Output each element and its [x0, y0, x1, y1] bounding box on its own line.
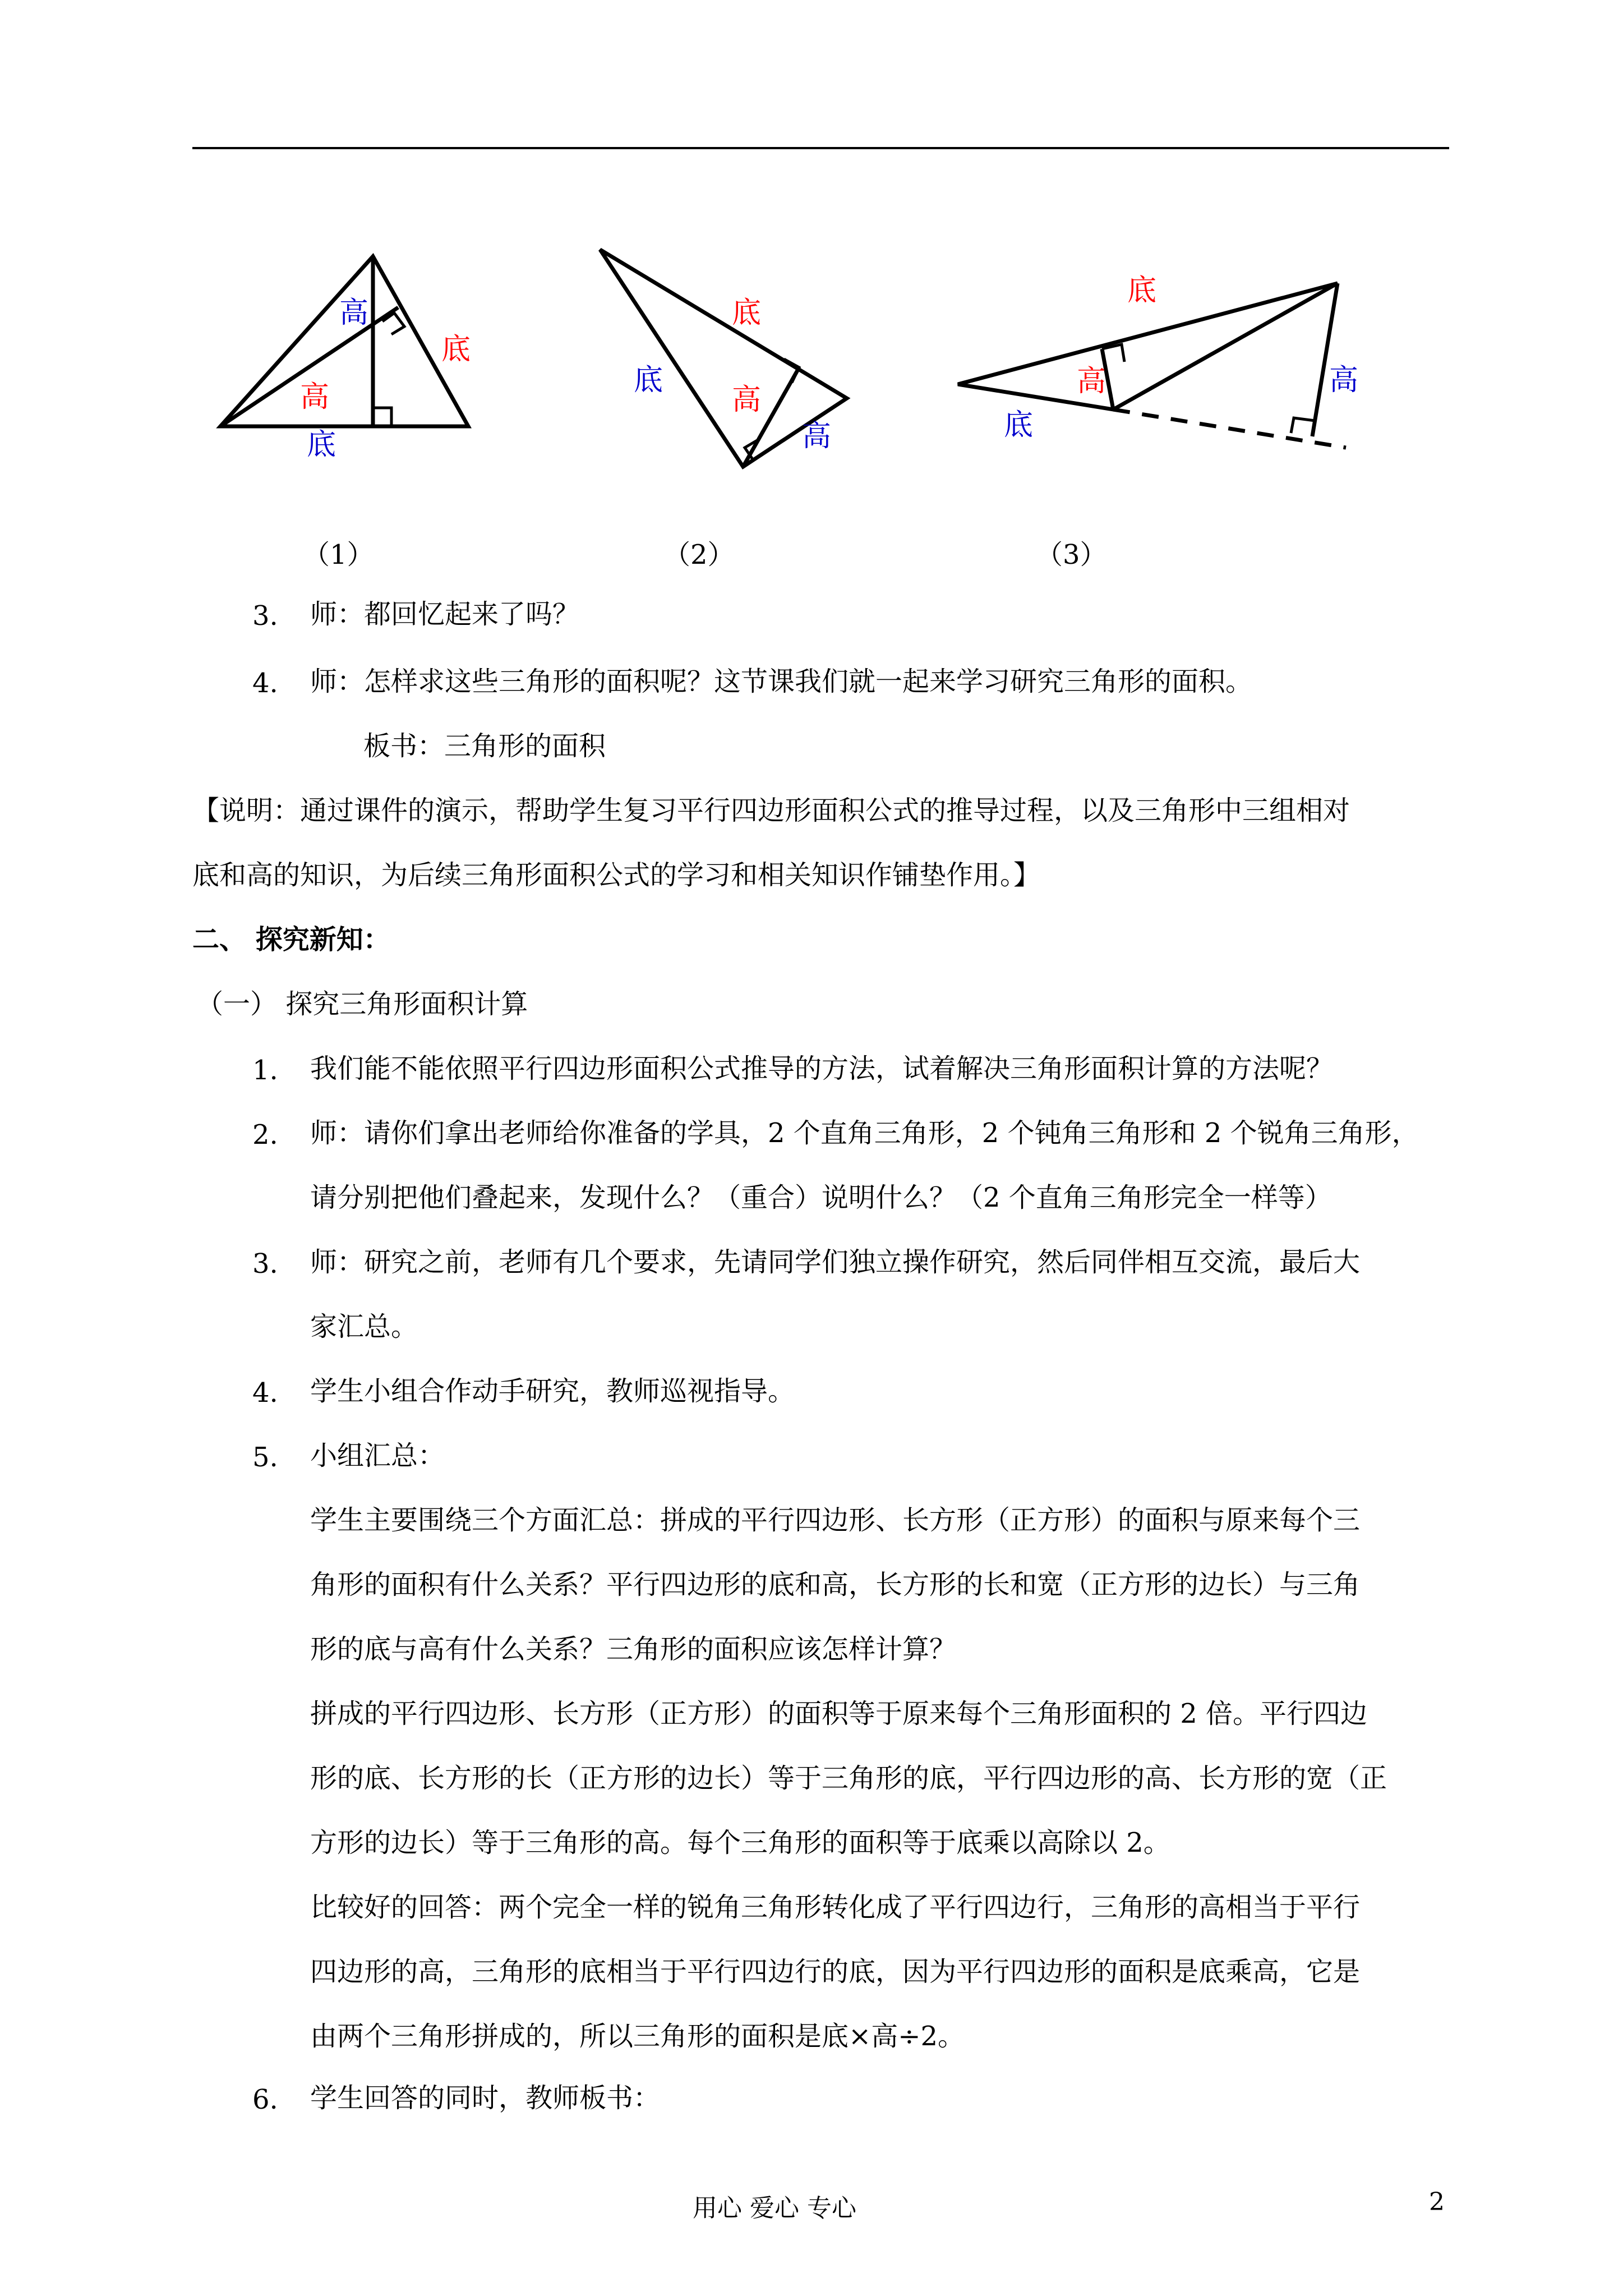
fig1-gao-red: 高 — [300, 380, 330, 414]
section-heading: 二、 探究新知： — [192, 924, 390, 955]
header-rule — [192, 147, 1449, 149]
fig3-gao-red: 高 — [1077, 365, 1106, 398]
fig1-di-blue: 底 — [307, 428, 336, 462]
paragraph-line: 由两个三角形拼成的，所以三角形的面积是底×高÷2。 — [310, 2021, 965, 2052]
paragraph-line: 拼成的平行四边形、长方形（正方形）的面积等于原来每个三角形面积的 2 倍。平行四边 — [310, 1698, 1368, 1729]
item-text: 学生回答的同时，教师板书： — [310, 2082, 661, 2114]
item-number: 6. — [252, 2084, 278, 2115]
fig-caption-3: （3） — [1036, 539, 1107, 570]
fig3-di-red: 底 — [1127, 274, 1157, 307]
triangle-figures — [191, 224, 1481, 516]
fig-caption-1: （1） — [303, 539, 374, 570]
item-text: 小组汇总： — [310, 1440, 445, 1471]
paragraph-line: 学生主要围绕三个方面汇总：拼成的平行四边形、长方形（正方形）的面积与原来每个三 — [310, 1504, 1361, 1536]
item-number: 3. — [252, 600, 278, 632]
fig2-di-red: 底 — [732, 296, 762, 330]
fig3-di-blue: 底 — [1004, 408, 1034, 442]
fig2-di-blue: 底 — [634, 364, 663, 397]
fig2-gao-red: 高 — [732, 383, 762, 417]
item-text: 师：请你们拿出老师给你准备的学具，2 个直角三角形，2 个钝角三角形和 2 个锐角三角形， — [310, 1117, 1419, 1149]
item-number: 2. — [252, 1119, 278, 1151]
paragraph-line: 角形的面积有什么关系？平行四边形的底和高，长方形的长和宽（正方形的边长）与三角 — [310, 1569, 1361, 1600]
item-number: 5. — [252, 1442, 278, 1473]
fig1-di-red: 底 — [441, 333, 471, 366]
figure-1 — [220, 256, 468, 426]
item-text: 学生小组合作动手研究，教师巡视指导。 — [310, 1375, 795, 1407]
item-text: 请分别把他们叠起来，发现什么？（重合）说明什么？（2 个直角三角形完全一样等） — [310, 1182, 1332, 1213]
paragraph-line: 方形的边长）等于三角形的高。每个三角形的面积等于底乘以高除以 2。 — [310, 1827, 1170, 1858]
item-text: 师：研究之前，老师有几个要求，先请同学们独立操作研究，然后同伴相互交流，最后大 — [310, 1246, 1361, 1278]
item-number: 1. — [252, 1055, 278, 1086]
item-number: 3. — [252, 1248, 278, 1280]
subsection-heading: （一） 探究三角形面积计算 — [196, 988, 528, 1020]
paragraph-line: 比较好的回答：两个完全一样的锐角三角形转化成了平行四边行，三角形的高相当于平行 — [310, 1892, 1361, 1923]
board-note: 板书：三角形的面积 — [363, 730, 606, 762]
fig-caption-2: （2） — [663, 539, 735, 570]
item-text: 家汇总。 — [310, 1311, 418, 1342]
page-number: 2 — [1429, 2188, 1445, 2216]
fig3-gao-blue: 高 — [1329, 364, 1359, 397]
paragraph-line: 形的底与高有什么关系？三角形的面积应该怎样计算？ — [310, 1634, 957, 1665]
fig2-gao-blue: 高 — [802, 420, 832, 453]
item-number: 4. — [252, 1377, 278, 1409]
item-text: 我们能不能依照平行四边形面积公式推导的方法，试着解决三角形面积计算的方法呢？ — [310, 1053, 1334, 1084]
item-number: 4. — [252, 668, 278, 699]
paragraph-line: 四边形的高，三角形的底相当于平行四边行的底，因为平行四边形的面积是底乘高，它是 — [310, 1956, 1361, 1987]
note-line: 底和高的知识，为后续三角形面积公式的学习和相关知识作铺垫作用。】 — [192, 859, 1041, 891]
item-text: 师：怎样求这些三角形的面积呢？这节课我们就一起来学习研究三角形的面积。 — [310, 666, 1253, 697]
paragraph-line: 形的底、长方形的长（正方形的边长）等于三角形的底，平行四边形的高、长方形的宽（正 — [310, 1763, 1387, 1794]
note-line: 【说明：通过课件的演示，帮助学生复习平行四边形面积公式的推导过程，以及三角形中三组相对 — [192, 795, 1350, 826]
fig1-gao-blue: 高 — [339, 296, 369, 330]
footer-motto: 用心 爱心 专心 — [693, 2194, 856, 2223]
item-text: 师：都回忆起来了吗？ — [310, 599, 580, 630]
